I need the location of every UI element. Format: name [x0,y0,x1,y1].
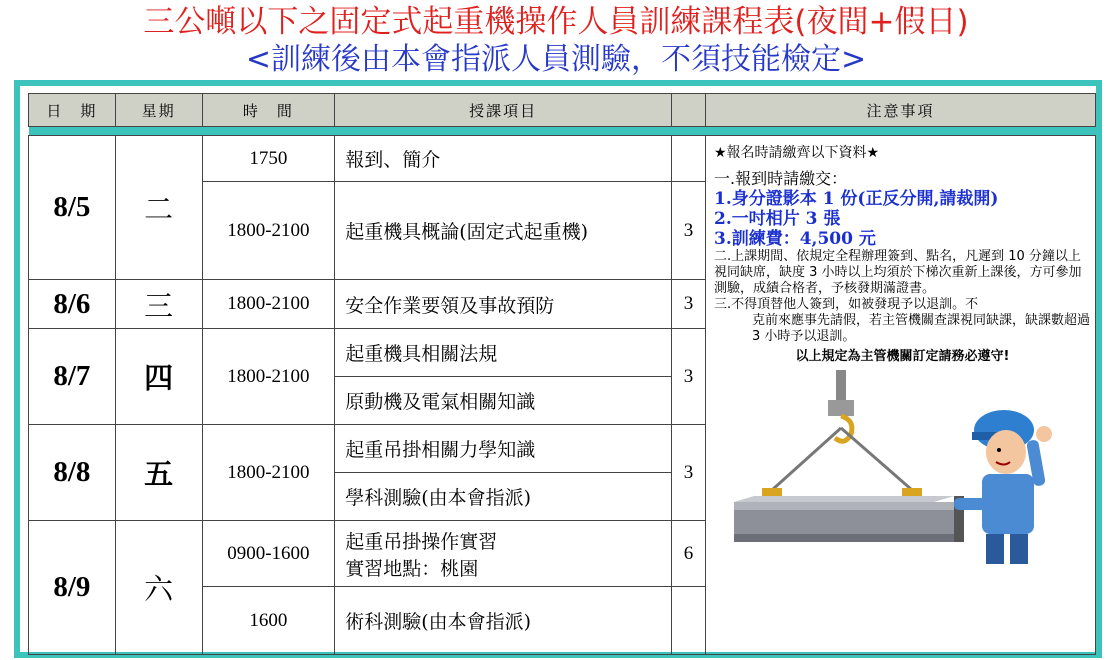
header-subject: 授課項目 [335,94,672,127]
subject-cell: 學科測驗(由本會指派) [335,473,672,521]
notes-item-1: 一.報到時請繳交： [713,169,848,188]
time-cell: 1800-2100 [202,182,335,280]
subject-cell: 起重機具相關法規 [335,329,672,377]
notes-reminder: 以上規定為主管機關訂定請務必遵守! [795,349,1010,364]
notes-item-2: 二.上課期間、依規定全程辦理簽到、點名，凡遲到 10 分鐘以上視同缺席，缺度 3 小時以上均須於下梯次重新上課後，方可參加測驗，成績合格者，予核發期滿證書。 [713,249,1082,296]
schedule-frame [14,80,1102,658]
header-separator [29,127,1096,136]
subject-cell: 術科測驗(由本會指派) [335,587,672,655]
hours-cell: 3 [672,329,706,425]
time-cell: 1750 [202,136,335,182]
weekday-cell [115,425,202,521]
weekday-cell [115,329,202,425]
time-cell: 1800-2100 [202,425,335,521]
subject-line-1: 起重吊掛操作實習 [345,530,498,553]
header-time: 時 間 [202,94,335,127]
time-cell: 1600 [202,587,335,655]
header-date: 日 期 [29,94,116,127]
weekday-text: 四 [144,361,174,395]
hours-cell: 3 [672,182,706,280]
time-cell: 1800-2100 [202,329,335,425]
table-header-row [29,94,1096,127]
header-hours [672,94,706,127]
date-cell: 8/9 [29,521,116,655]
time-cell: 1800-2100 [202,280,335,329]
subject-cell [335,521,672,587]
date-cell: 8/8 [29,425,116,521]
time-cell: 0900-1600 [202,521,335,587]
hours-cell: 6 [672,521,706,587]
subject-cell: 起重機具概論(固定式起重機) [335,182,672,280]
table-row [29,136,1096,182]
subject-cell: 起重吊掛相關力學知識 [335,425,672,473]
page-title: 三公噸以下之固定式起重機操作人員訓練課程表(夜間+假日) [143,4,969,40]
subject-cell: 安全作業要領及事故預防 [335,280,672,329]
subject-line-2: 實習地點：桃園 [345,557,479,580]
header-weekday: 星期 [115,94,202,127]
weekday-cell: 二 [115,136,202,280]
notes-cell [705,136,1095,655]
weekday-text: 五 [144,457,174,491]
notes-bullet-1: 1.身分證影本 1 份(正反分開,請裁開) [713,189,999,209]
hours-cell: 3 [672,425,706,521]
date-cell: 8/5 [29,136,116,280]
crane-worker-illustration [714,370,1091,574]
notes-item-3a: 三.不得頂替他人簽到，如被發現予以退訓。不 [713,297,979,312]
weekday-cell: 三 [115,280,202,329]
hours-cell [672,587,706,655]
date-cell: 8/7 [29,329,116,425]
schedule-inner [20,86,1096,652]
hours-cell: 3 [672,280,706,329]
hours-cell [672,136,706,182]
subject-cell: 原動機及電氣相關知識 [335,377,672,425]
notes-bullet-2: 2.一吋相片 3 張 [713,209,841,229]
subject-cell: 報到、簡介 [335,136,672,182]
notes-heading: ★報名時請繳齊以下資料★ [713,145,880,161]
date-cell: 8/6 [29,280,116,329]
schedule-table [28,93,1096,655]
notes-item-3b: 克前來應事先請假，若主管機關查課視同缺課，缺課數超過 3 小時予以退訓。 [751,313,1090,344]
notes-bullet-3: 3.訓練費：4,500 元 [713,229,876,249]
header-notes: 注意事項 [705,94,1095,127]
page-subtitle: <訓練後由本會指派人員測驗，不須技能檢定> [245,42,867,77]
weekday-cell: 六 [115,521,202,655]
